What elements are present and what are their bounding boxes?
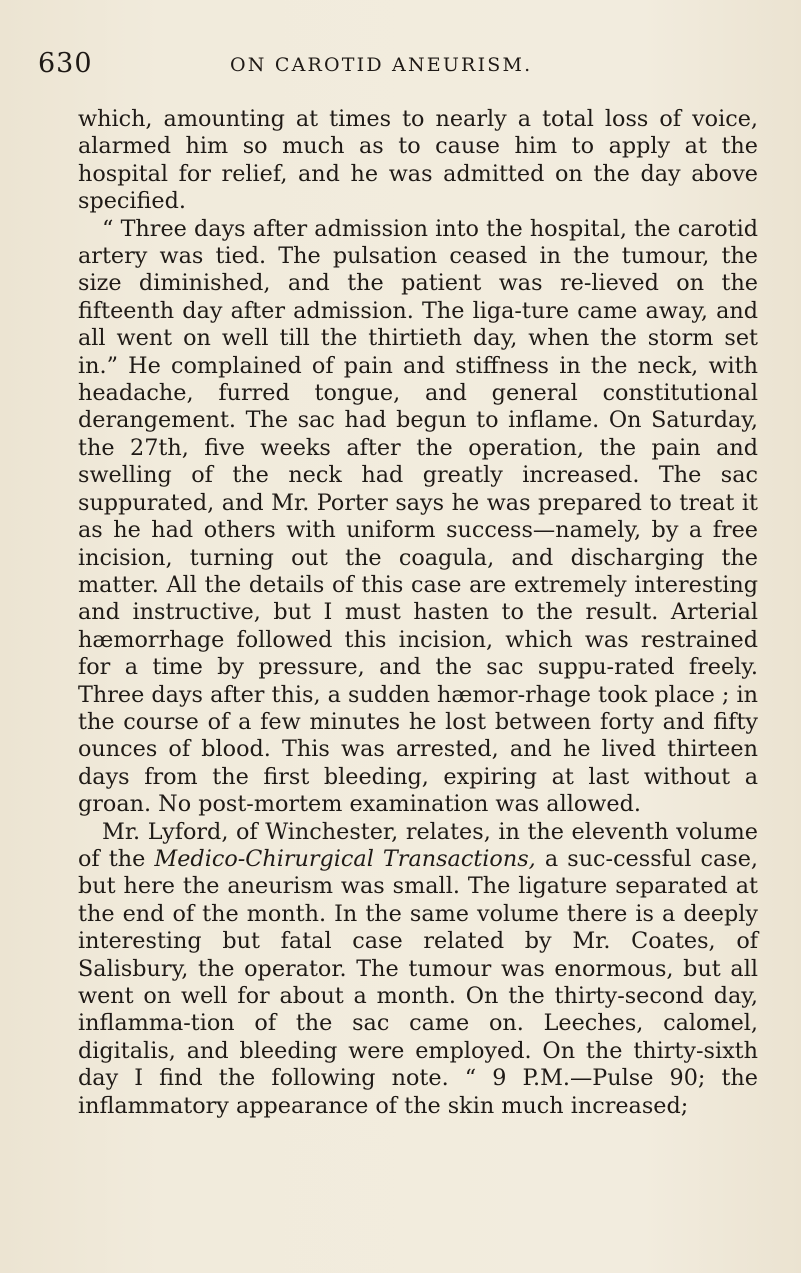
page-number: 630 (38, 48, 93, 79)
journal-title: Medico-Chirurgical Transactions, (154, 845, 536, 872)
paragraph: “ Three days after admission into the hospital, the carotid artery was tied. The pulsation ceased in the tumour, the size diminished, and the patient was re-lieved on the fifteenth day after admission. The liga-ture came away, and all went on well till the thirtieth day, when the storm set in.” He complained of pain and stiffness in the neck, with headache, furred tongue, and general constitutional derangement. The sac had begun to inflame. On Saturday, the 27th, five weeks after the operation, the pain and swelling of the neck had greatly increased. The sac suppurated, and Mr. Porter says he was prepared to treat it as he had others with uniform success—namely, by a free incision, turning out the coagula, and discharging the matter. All the details of this case are extremely interesting and instructive, but I must hasten to the result. Arterial hæmorrhage followed this incision, which was restrained for a time by pressure, and the sac suppu-rated freely. Three days after this, a sudden hæmor-rhage took place ; in the course of a few minutes he lost between forty and fifty ounces of blood. This was arrested, and he lived thirteen days from the first bleeding, expiring at last without a groan. No post-mortem examination was allowed. (78, 215, 758, 818)
paragraph (78, 819, 758, 1120)
paragraph-text: Mr. Lyford, of Winchester, relates, in the eleventh volume of the (78, 818, 758, 872)
paragraph: which, amounting at times to nearly a total loss of voice, alarmed him so much as to cause him to apply at the hospital for relief, and he was admitted on the day above specified. (78, 106, 758, 215)
paragraph-text: a suc-cessful case, but here the aneurism was small. The ligature separated at the end of the month. In the same volume there is a deeply interesting but fatal case related by Mr. Coates, of Salisbury, the operator. The tumour was enormous, but all went on well for about a month. On the thirty-second day, inflamma-tion of the sac came on. Leeches, calomel, digitalis, and bleeding were employed. On the thirty-sixth day I find the following note. “ 9 P.M.—Pulse 90; the inflammatory appearance of the skin much increased; (78, 845, 758, 1119)
body-text (78, 106, 758, 1120)
running-title: ON CAROTID ANEURISM. (230, 54, 533, 76)
